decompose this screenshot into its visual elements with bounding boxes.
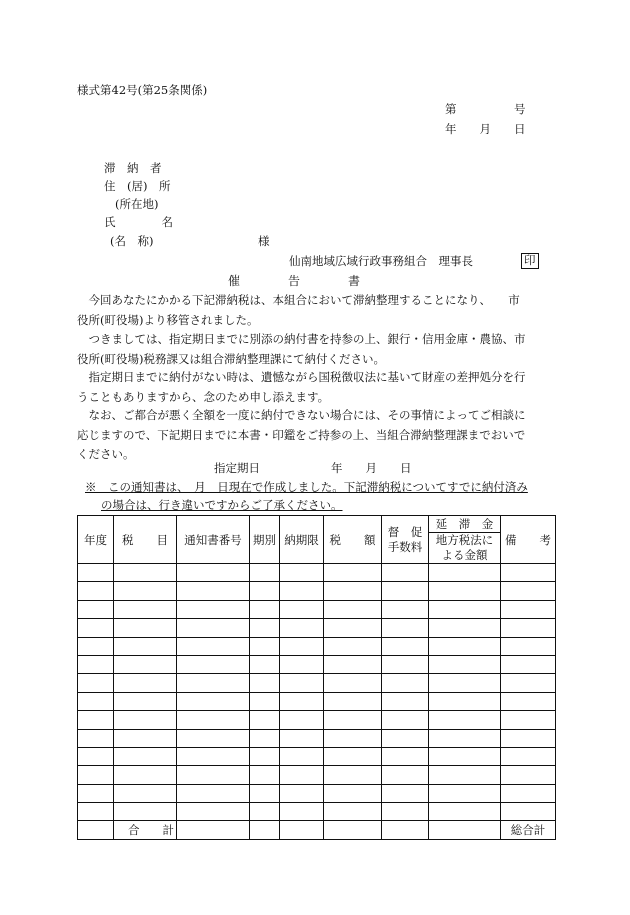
table-row: [78, 637, 556, 655]
note-line-2: の場合は、行き違いですからご了承ください。: [101, 498, 343, 512]
table-row: [78, 655, 556, 673]
deadline-date: 年 月 日: [331, 461, 412, 475]
col-reminder-fee-line-1: 督 促: [387, 524, 423, 539]
table-row: [78, 747, 556, 765]
table-row: [78, 729, 556, 747]
col-tax-item: 税 目: [114, 516, 177, 564]
col-due-date: 納期限: [280, 516, 324, 564]
table-row: [78, 674, 556, 692]
seal-mark: 印: [521, 253, 539, 269]
table-row: [78, 766, 556, 784]
col-late-fee-line-2: 地方税法に: [435, 532, 494, 547]
note-line-1: ※ この通知書は、 月 日現在で作成しました。下記滞納税についてすでに納付済み: [85, 480, 528, 494]
paragraph-4-line-2: 応じますので、下記期日までに本書・印鑑をご持参の上、当組合滞納整理課までおいで: [77, 427, 526, 442]
entity-name-label: (名 称): [110, 234, 154, 248]
table-row: [78, 692, 556, 710]
paragraph-1-line-1: 今回あなたにかかる下記滞納税は、本組合において滞納整理することになり、 市: [88, 293, 520, 307]
deadline-label: 指定期日: [214, 461, 260, 475]
tax-detail-table: [77, 515, 556, 840]
table-header-row: [78, 516, 556, 564]
table-row: [78, 582, 556, 600]
total-label: 合 計: [114, 821, 177, 839]
paragraph-2: [77, 330, 555, 369]
col-year: 年度: [78, 516, 114, 564]
table-row: [78, 564, 556, 582]
col-reminder-fee: [382, 516, 429, 564]
col-period: 期別: [250, 516, 280, 564]
col-notice-number: 通知書番号: [177, 516, 250, 564]
delinquent-label: 滞 納 者: [104, 161, 162, 175]
form-number: 様式第42号(第25条関係): [77, 83, 208, 97]
issue-date: 年 月 日: [445, 122, 526, 136]
paragraph-2-line-2: 役所(町役場)税務課又は組合滞納整理課にて納付ください。: [77, 351, 385, 366]
table-row: [78, 803, 556, 821]
document-number: 第 号: [445, 102, 526, 116]
col-late-fee-line-3: よる金額: [441, 547, 488, 562]
table-row: [78, 711, 556, 729]
name-label: 氏 名: [104, 215, 173, 229]
paragraph-3: [77, 368, 555, 407]
col-tax-amount: 税 額: [324, 516, 382, 564]
address-label: 住 (居) 所: [104, 179, 171, 193]
paragraph-4-line-3: ください。: [77, 447, 135, 461]
col-remarks: 備 考: [501, 516, 556, 564]
table-row: [78, 784, 556, 802]
table-row: [78, 600, 556, 618]
paragraph-4: [77, 406, 555, 465]
issuer-name: 仙南地域広域行政事務組合 理事長: [289, 254, 473, 268]
paragraph-3-line-2: うこともありますから、念のため申し添えます。: [77, 389, 330, 404]
grand-total-label: 総合計: [501, 821, 556, 839]
col-late-fee-line-1: 延 滞 金: [429, 517, 500, 533]
table-total-row: [78, 821, 556, 839]
honorific: 様: [258, 234, 270, 248]
document-title: 催 告 書: [228, 274, 361, 288]
location-label: (所在地): [115, 197, 159, 211]
paragraph-3-line-1: 指定期日までに納付がない時は、遺憾ながら国税徴収法に基いて財産の差押処分を行: [88, 370, 526, 384]
paragraph-1-line-2: 役所(町役場)より移管されました。: [77, 312, 259, 327]
paragraph-2-line-1: つきましては、指定期日までに別添の納付書を持参の上、銀行・信用金庫・農協、市: [88, 332, 526, 346]
col-reminder-fee-line-2: 手数料: [387, 539, 423, 554]
table-row: [78, 619, 556, 637]
col-late-fee: [429, 516, 501, 564]
paragraph-1: [77, 291, 555, 330]
paragraph-4-line-1: なお、ご都合が悪く全額を一度に納付できない場合には、その事情によってご相談に: [88, 408, 526, 422]
